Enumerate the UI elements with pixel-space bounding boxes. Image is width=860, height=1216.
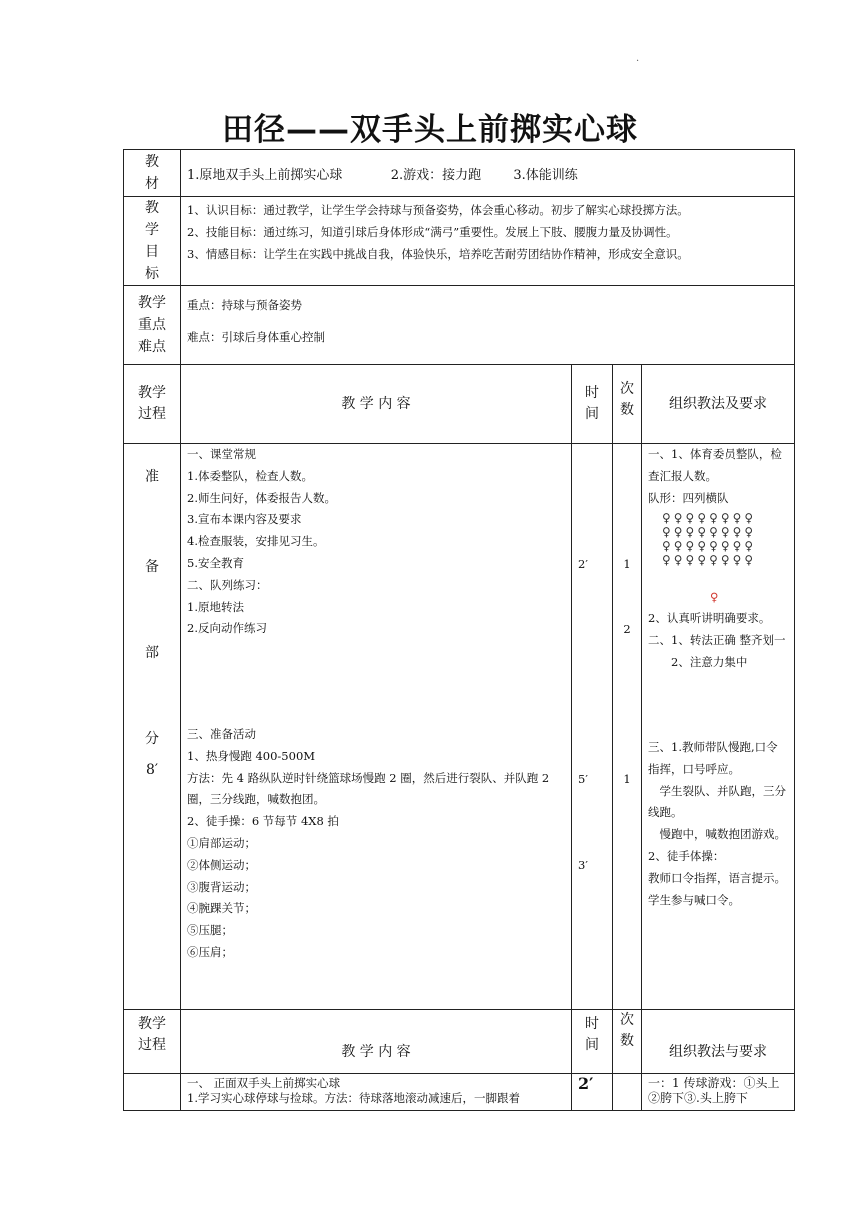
header-content: 教 学 内 容 <box>181 1010 572 1074</box>
row-keypoints <box>124 286 795 365</box>
count-value: 1 <box>623 772 631 786</box>
header-row <box>124 1010 795 1074</box>
time-value: 2′ <box>578 557 588 571</box>
difficulty-point: 难点：引球后身体重心控制 <box>187 330 325 344</box>
header-row <box>124 365 795 444</box>
goal-line: 2、技能目标：通过练习，知道引球后身体形成“满弓”重要性。发展上下肢、腰腹力量及协调性。 <box>187 224 678 239</box>
header-process: 教学 过程 <box>124 365 181 444</box>
prep-org: 一、1、体育委员整队，检查汇报人数。 队形：四列横队 ♀♀♀♀♀♀♀♀ ♀♀♀♀♀♀♀♀ ♀♀♀♀♀♀♀♀ ♀♀♀♀♀♀♀♀ ♀ 2、认真听讲明确要求。 二、1、转法正确 整齐划一 2、注意力集中 三、1.教师带队慢跑,口令指挥，口号呼应。 学生裂队、并队跑，三分线跑。 慢跑中，喊数抱团游戏。 2、徒手体操： 教师口令指挥，语言提示。 学生参与喊口令。 <box>642 444 795 1010</box>
formation-row: ♀♀♀♀♀♀♀♀ <box>662 511 757 525</box>
prep-content: 一、课堂常规 1.体委整队，检查人数。 2.师生问好，体委报告人数。 3.宣布本课内容及要求 4.检查服装，安排见习生。 5.安全教育 二、队列练习： 1.原地转法 2.反向动作练习 三、准备活动 1、热身慢跑 400-500M 方法：先 4 路纵队逆时针绕篮球场慢跑 2 圈，然后进行裂队、并队跑 2 圈，三分线跑，喊数抱团。 2、徒手操：6 节每节 4X8 拍 ①肩部运动； ②体侧运动； ③腹背运动； ④腕踝关节； ⑤压腿； ⑥压肩； <box>181 444 572 1010</box>
formation-row: ♀♀♀♀♀♀♀♀ <box>662 553 757 567</box>
prep-label: 准 备 部 分 8′ <box>124 444 181 1010</box>
basic-count <box>613 1074 642 1111</box>
goals-content <box>181 197 795 286</box>
formation-diagram <box>662 511 756 567</box>
header-count: 次 数 <box>613 1010 642 1074</box>
key-point: 重点：持球与预备姿势 <box>187 298 302 312</box>
time-value: 5′ <box>578 772 588 786</box>
header-org: 组织教法及要求 <box>642 365 795 444</box>
keypoints-content <box>181 286 795 365</box>
goal-line: 3、情感目标：让学生在实践中挑战自我，体验快乐，培养吃苦耐劳团结协作精神，形成安全意识。 <box>187 246 689 261</box>
material-item: 2.游戏：接力跑 <box>390 167 482 183</box>
formation-row: ♀♀♀♀♀♀♀♀ <box>662 539 757 553</box>
count-value: 1 <box>623 557 631 571</box>
header-process: 教学 过程 <box>124 1010 181 1074</box>
prep-duration: 8′ <box>145 762 159 778</box>
page-title: 田径——双手头上前掷实心球 <box>222 112 638 148</box>
header-content: 教 学 内 容 <box>181 365 572 444</box>
goal-line: 1、认识目标：通过教学，让学生学会持球与预备姿势，体会重心移动。初步了解实心球投掷方法。 <box>187 203 689 217</box>
header-dot: · <box>636 56 640 67</box>
material-label: 教 材 <box>124 150 181 197</box>
basic-time: 2′ <box>572 1074 613 1111</box>
material-content <box>181 150 795 197</box>
lesson-plan-table <box>123 149 795 1111</box>
basic-content: 一、 正面双手头上前掷实心球 1.学习实心球停球与捡球。方法：待球落地滚动减速后，一脚跟着 <box>181 1074 572 1111</box>
row-goals <box>124 197 795 286</box>
goals-label: 教 学 目 标 <box>124 197 181 286</box>
time-value: 3′ <box>578 858 588 872</box>
row-material <box>124 150 795 197</box>
keypoints-label: 教学 重点 难点 <box>124 286 181 365</box>
prep-counts <box>613 444 642 1010</box>
row-preparation <box>124 444 795 1010</box>
count-value: 2 <box>623 622 631 636</box>
header-count: 次 数 <box>613 365 642 444</box>
material-item: 1.原地双手头上前掷实心球 <box>187 167 343 183</box>
row-basic <box>124 1074 795 1111</box>
formation-row: ♀♀♀♀♀♀♀♀ <box>662 525 757 539</box>
prep-times <box>572 444 613 1010</box>
header-time: 时 间 <box>572 365 613 444</box>
basic-label <box>124 1074 181 1111</box>
header-org: 组织教法与要求 <box>642 1010 795 1074</box>
basic-org: 一：1 传球游戏：①头上 ②胯下③.头上胯下 <box>642 1074 795 1111</box>
teacher-marker-icon: ♀ <box>710 590 719 604</box>
material-item: 3.体能训练 <box>513 167 578 183</box>
header-time: 时 间 <box>572 1010 613 1074</box>
